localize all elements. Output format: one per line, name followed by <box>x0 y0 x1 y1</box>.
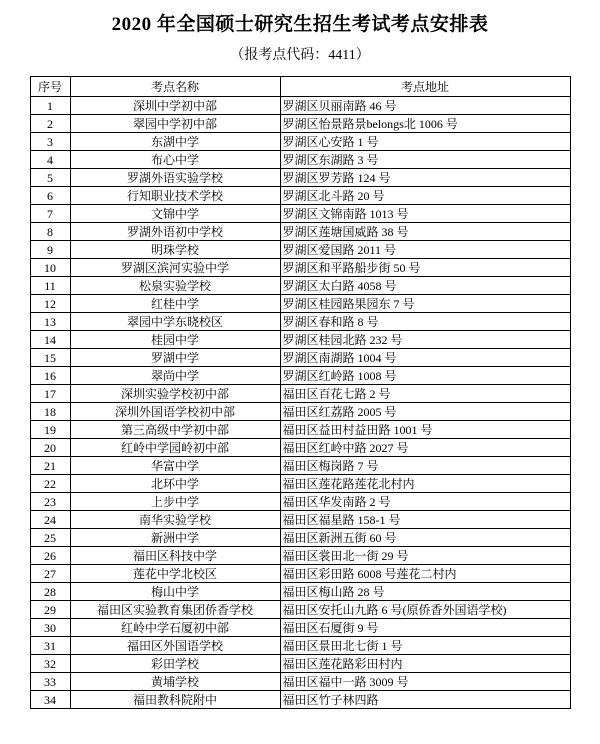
table-row <box>30 403 570 421</box>
cell-index: 13 <box>30 313 70 331</box>
cell-site-address: 罗湖区北斗路 20 号 <box>280 187 570 205</box>
table-row <box>30 565 570 583</box>
cell-site-address: 福田区莲花路彩田村内 <box>280 655 570 673</box>
table-row <box>30 475 570 493</box>
cell-site-name: 明珠学校 <box>70 241 280 259</box>
table-row <box>30 223 570 241</box>
table-header-row <box>30 77 570 97</box>
cell-site-name: 上步中学 <box>70 493 280 511</box>
table-row <box>30 367 570 385</box>
page-subtitle: （报考点代码：4411） <box>230 48 370 63</box>
cell-index: 28 <box>30 583 70 601</box>
cell-site-address: 福田区竹子林四路 <box>280 691 570 709</box>
table-body <box>30 97 570 709</box>
page-title: 2020 年全国硕士研究生招生考试考点安排表 <box>111 14 489 35</box>
table-row <box>30 421 570 439</box>
cell-site-address: 罗湖区太白路 4058 号 <box>280 277 570 295</box>
cell-site-name: 罗湖中学 <box>70 349 280 367</box>
cell-index: 15 <box>30 349 70 367</box>
table-row <box>30 547 570 565</box>
cell-site-address: 福田区福中一路 3009 号 <box>280 673 570 691</box>
column-header-address: 考点地址 <box>280 77 570 97</box>
cell-site-address: 福田区福星路 158-1 号 <box>280 511 570 529</box>
cell-site-address: 罗湖区桂园路果园东 7 号 <box>280 295 570 313</box>
table-row <box>30 97 570 115</box>
cell-site-name: 罗湖外语初中学校 <box>70 223 280 241</box>
cell-index: 18 <box>30 403 70 421</box>
cell-site-name: 罗湖外语实验学校 <box>70 169 280 187</box>
cell-site-name: 南华实验学校 <box>70 511 280 529</box>
cell-site-address: 福田区裳田北一街 29 号 <box>280 547 570 565</box>
cell-site-address: 福田区红荔路 2005 号 <box>280 403 570 421</box>
exam-site-table <box>30 76 571 709</box>
cell-index: 22 <box>30 475 70 493</box>
table-header <box>30 77 570 97</box>
cell-site-name: 翠园中学初中部 <box>70 115 280 133</box>
cell-index: 10 <box>30 259 70 277</box>
cell-site-name: 翠园中学东晓校区 <box>70 313 280 331</box>
cell-site-address: 福田区安托山九路 6 号(原侨香外国语学校) <box>280 601 570 619</box>
cell-site-address: 罗湖区莲塘国威路 38 号 <box>280 223 570 241</box>
table-row <box>30 115 570 133</box>
table-row <box>30 619 570 637</box>
cell-site-name: 深圳实验学校初中部 <box>70 385 280 403</box>
cell-index: 11 <box>30 277 70 295</box>
table-row <box>30 493 570 511</box>
cell-index: 25 <box>30 529 70 547</box>
cell-index: 27 <box>30 565 70 583</box>
cell-index: 29 <box>30 601 70 619</box>
cell-index: 24 <box>30 511 70 529</box>
table-row <box>30 673 570 691</box>
cell-site-name: 深圳中学初中部 <box>70 97 280 115</box>
cell-index: 32 <box>30 655 70 673</box>
cell-site-name: 松泉实验学校 <box>70 277 280 295</box>
table-row <box>30 349 570 367</box>
cell-index: 1 <box>30 97 70 115</box>
cell-site-name: 福田区科技中学 <box>70 547 280 565</box>
cell-site-address: 罗湖区南湖路 1004 号 <box>280 349 570 367</box>
table-row <box>30 277 570 295</box>
cell-site-name: 第三高级中学初中部 <box>70 421 280 439</box>
table-row <box>30 205 570 223</box>
cell-site-name: 桂园中学 <box>70 331 280 349</box>
table-row <box>30 169 570 187</box>
cell-site-address: 罗湖区东湖路 3 号 <box>280 151 570 169</box>
table-row <box>30 241 570 259</box>
cell-site-name: 红岭中学园岭初中部 <box>70 439 280 457</box>
cell-site-address: 罗湖区和平路船步街 50 号 <box>280 259 570 277</box>
cell-site-address: 罗湖区爱国路 2011 号 <box>280 241 570 259</box>
cell-site-name: 红桂中学 <box>70 295 280 313</box>
cell-site-address: 罗湖区心安路 1 号 <box>280 133 570 151</box>
table-row <box>30 313 570 331</box>
cell-site-address: 福田区益田村益田路 1001 号 <box>280 421 570 439</box>
cell-site-address: 福田区彩田路 6008 号莲花二村内 <box>280 565 570 583</box>
cell-index: 19 <box>30 421 70 439</box>
cell-site-address: 罗湖区贝丽南路 46 号 <box>280 97 570 115</box>
cell-site-address: 福田区红岭中路 2027 号 <box>280 439 570 457</box>
cell-index: 20 <box>30 439 70 457</box>
cell-index: 6 <box>30 187 70 205</box>
cell-site-address: 福田区梅山路 28 号 <box>280 583 570 601</box>
cell-site-name: 华富中学 <box>70 457 280 475</box>
cell-index: 31 <box>30 637 70 655</box>
cell-site-address: 罗湖区文锦南路 1013 号 <box>280 205 570 223</box>
cell-site-address: 罗湖区桂园北路 232 号 <box>280 331 570 349</box>
cell-site-name: 梅山中学 <box>70 583 280 601</box>
table-row <box>30 133 570 151</box>
table-row <box>30 511 570 529</box>
cell-site-address: 福田区石厦街 9 号 <box>280 619 570 637</box>
cell-index: 26 <box>30 547 70 565</box>
cell-index: 14 <box>30 331 70 349</box>
table-row <box>30 691 570 709</box>
table-row <box>30 259 570 277</box>
cell-site-address: 福田区梅岗路 7 号 <box>280 457 570 475</box>
table-row <box>30 529 570 547</box>
cell-index: 7 <box>30 205 70 223</box>
cell-site-name: 北环中学 <box>70 475 280 493</box>
cell-site-address: 罗湖区春和路 8 号 <box>280 313 570 331</box>
column-header-name: 考点名称 <box>70 77 280 97</box>
cell-site-name: 深圳外国语学校初中部 <box>70 403 280 421</box>
cell-site-address: 罗湖区红岭路 1008 号 <box>280 367 570 385</box>
cell-site-address: 福田区百花七路 2 号 <box>280 385 570 403</box>
cell-index: 16 <box>30 367 70 385</box>
cell-site-name: 红岭中学石厦初中部 <box>70 619 280 637</box>
table-row <box>30 439 570 457</box>
cell-index: 12 <box>30 295 70 313</box>
table-row <box>30 637 570 655</box>
cell-site-name: 翠尚中学 <box>70 367 280 385</box>
cell-index: 2 <box>30 115 70 133</box>
cell-site-address: 罗湖区罗芳路 124 号 <box>280 169 570 187</box>
document-page <box>0 12 600 744</box>
cell-index: 17 <box>30 385 70 403</box>
table-row <box>30 655 570 673</box>
cell-index: 33 <box>30 673 70 691</box>
cell-site-name: 东湖中学 <box>70 133 280 151</box>
table-row <box>30 457 570 475</box>
table-row <box>30 151 570 169</box>
cell-index: 3 <box>30 133 70 151</box>
table-row <box>30 295 570 313</box>
cell-site-name: 福田区实验教育集团侨香学校 <box>70 601 280 619</box>
table-row <box>30 385 570 403</box>
cell-site-name: 福田教科院附中 <box>70 691 280 709</box>
table-row <box>30 583 570 601</box>
cell-index: 21 <box>30 457 70 475</box>
cell-site-name: 彩田学校 <box>70 655 280 673</box>
cell-site-name: 行知职业技术学校 <box>70 187 280 205</box>
table-row <box>30 331 570 349</box>
cell-index: 30 <box>30 619 70 637</box>
cell-index: 34 <box>30 691 70 709</box>
cell-site-name: 布心中学 <box>70 151 280 169</box>
cell-site-address: 罗湖区怡景路景belongs北 1006 号 <box>280 115 570 133</box>
table-row <box>30 187 570 205</box>
column-header-index: 序号 <box>30 77 70 97</box>
cell-site-name: 文锦中学 <box>70 205 280 223</box>
cell-index: 9 <box>30 241 70 259</box>
cell-site-name: 莲花中学北校区 <box>70 565 280 583</box>
cell-index: 5 <box>30 169 70 187</box>
cell-site-address: 福田区莲花路莲花北村内 <box>280 475 570 493</box>
cell-index: 4 <box>30 151 70 169</box>
cell-index: 23 <box>30 493 70 511</box>
cell-index: 8 <box>30 223 70 241</box>
cell-site-name: 新洲中学 <box>70 529 280 547</box>
cell-site-name: 黄埔学校 <box>70 673 280 691</box>
cell-site-name: 福田区外国语学校 <box>70 637 280 655</box>
cell-site-address: 福田区华发南路 2 号 <box>280 493 570 511</box>
cell-site-address: 福田区新洲五街 60 号 <box>280 529 570 547</box>
cell-site-name: 罗湖区滨河实验中学 <box>70 259 280 277</box>
table-row <box>30 601 570 619</box>
cell-site-address: 福田区景田北七街 1 号 <box>280 637 570 655</box>
